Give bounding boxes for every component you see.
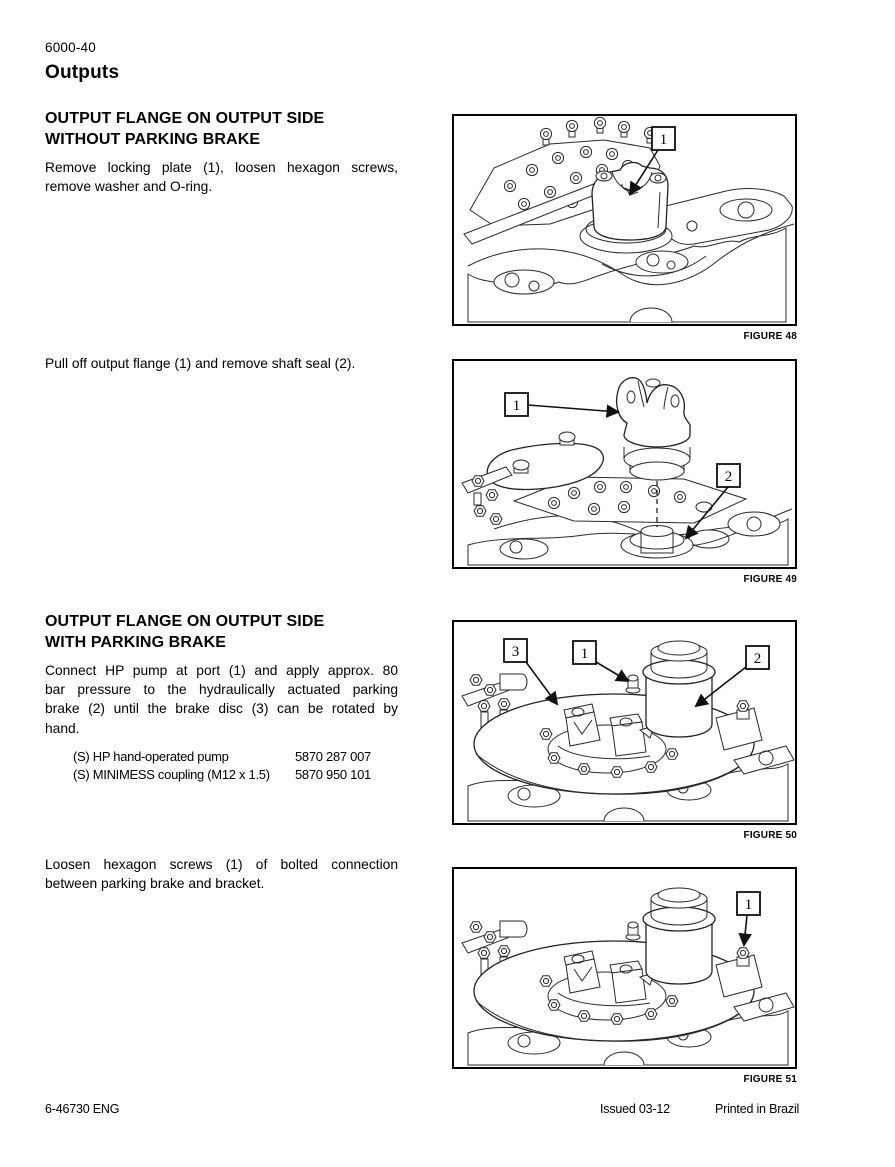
section-heading (45, 108, 401, 150)
body-text-line: between parking brake and bracket. (45, 876, 265, 892)
figure-frame (452, 114, 797, 326)
section-heading-line: OUTPUT FLANGE ON OUTPUT SIDE (45, 613, 325, 630)
callout-2-label: 2 (753, 651, 762, 667)
body-text-line: remove washer and O-ring. (45, 179, 213, 195)
callout-arrow (744, 915, 747, 945)
tool-row (73, 766, 401, 784)
figure-caption: FIGURE 51 (743, 1074, 797, 1085)
callout-1-label: 1 (659, 132, 668, 148)
body-text-line: Connect HP pump at port (1) and apply approx. 80 (45, 663, 398, 678)
tool-name: (S) HP hand-operated pump (73, 748, 229, 764)
callout-arrow (526, 662, 557, 704)
body-text-line: bar pressure to the hydraulically actuated parking (45, 682, 398, 698)
technical-drawing-parking-brake (454, 622, 799, 823)
figure-48 (452, 114, 797, 342)
section-body (45, 855, 398, 893)
tool-part-number: 5870 950 101 (295, 766, 371, 782)
tool-row (73, 748, 401, 766)
body-text-line: brake (2) until the brake disc (3) can be rotated by (45, 701, 398, 717)
callout-1-label: 1 (580, 646, 589, 662)
callout-3-label: 3 (511, 644, 520, 660)
tool-name: (S) MINIMESS coupling (M12 x 1.5) (73, 766, 270, 782)
section-loosen-hexagon-screws (45, 855, 401, 893)
section-body (45, 354, 398, 373)
body-text-line: Loosen hexagon screws (1) of bolted connection (45, 857, 398, 872)
callout-1-label: 1 (744, 897, 753, 913)
footer-printed-in: Printed in Brazil (715, 1102, 800, 1116)
page-number: 6000-40 (45, 40, 96, 55)
technical-drawing-output-flange-removal (454, 361, 799, 567)
body-text-line: hand. (45, 720, 80, 736)
callout-arrow (596, 662, 628, 681)
body-text-line: Remove locking plate (1), loosen hexagon screws, (45, 160, 398, 175)
chapter-title: Outputs (45, 62, 120, 83)
special-tools-list (45, 748, 401, 784)
figure-caption: FIGURE 48 (743, 331, 797, 342)
figure-frame (452, 620, 797, 825)
section-heading-line: WITH PARKING BRAKE (45, 634, 227, 651)
figure-frame (452, 867, 797, 1069)
section-with-parking-brake (45, 611, 401, 784)
footer-issued-date: Issued 03-12 (600, 1102, 670, 1116)
technical-drawing-parking-brake-bolts (454, 869, 799, 1067)
figure-frame (452, 359, 797, 569)
figure-caption: FIGURE 50 (743, 830, 797, 841)
figure-49 (452, 359, 797, 585)
section-pull-off-flange (45, 354, 401, 373)
section-body (45, 158, 398, 196)
callout-2-label: 2 (724, 469, 733, 485)
callout-1-label: 1 (512, 398, 521, 414)
figure-caption: FIGURE 49 (743, 574, 797, 585)
callout-arrow (528, 405, 618, 412)
figure-50 (452, 620, 797, 841)
footer-document-number: 6-46730 ENG (45, 1102, 120, 1116)
tool-part-number: 5870 287 007 (295, 748, 371, 764)
section-heading-line: WITHOUT PARKING BRAKE (45, 131, 261, 148)
section-heading (45, 611, 401, 653)
section-body (45, 661, 398, 738)
body-text-line: Pull off output flange (1) and remove shaft seal (2). (45, 356, 356, 371)
figure-51 (452, 867, 797, 1085)
section-without-parking-brake (45, 108, 401, 196)
section-heading-line: OUTPUT FLANGE ON OUTPUT SIDE (45, 110, 325, 127)
technical-drawing-output-flange-top-view (454, 116, 799, 324)
